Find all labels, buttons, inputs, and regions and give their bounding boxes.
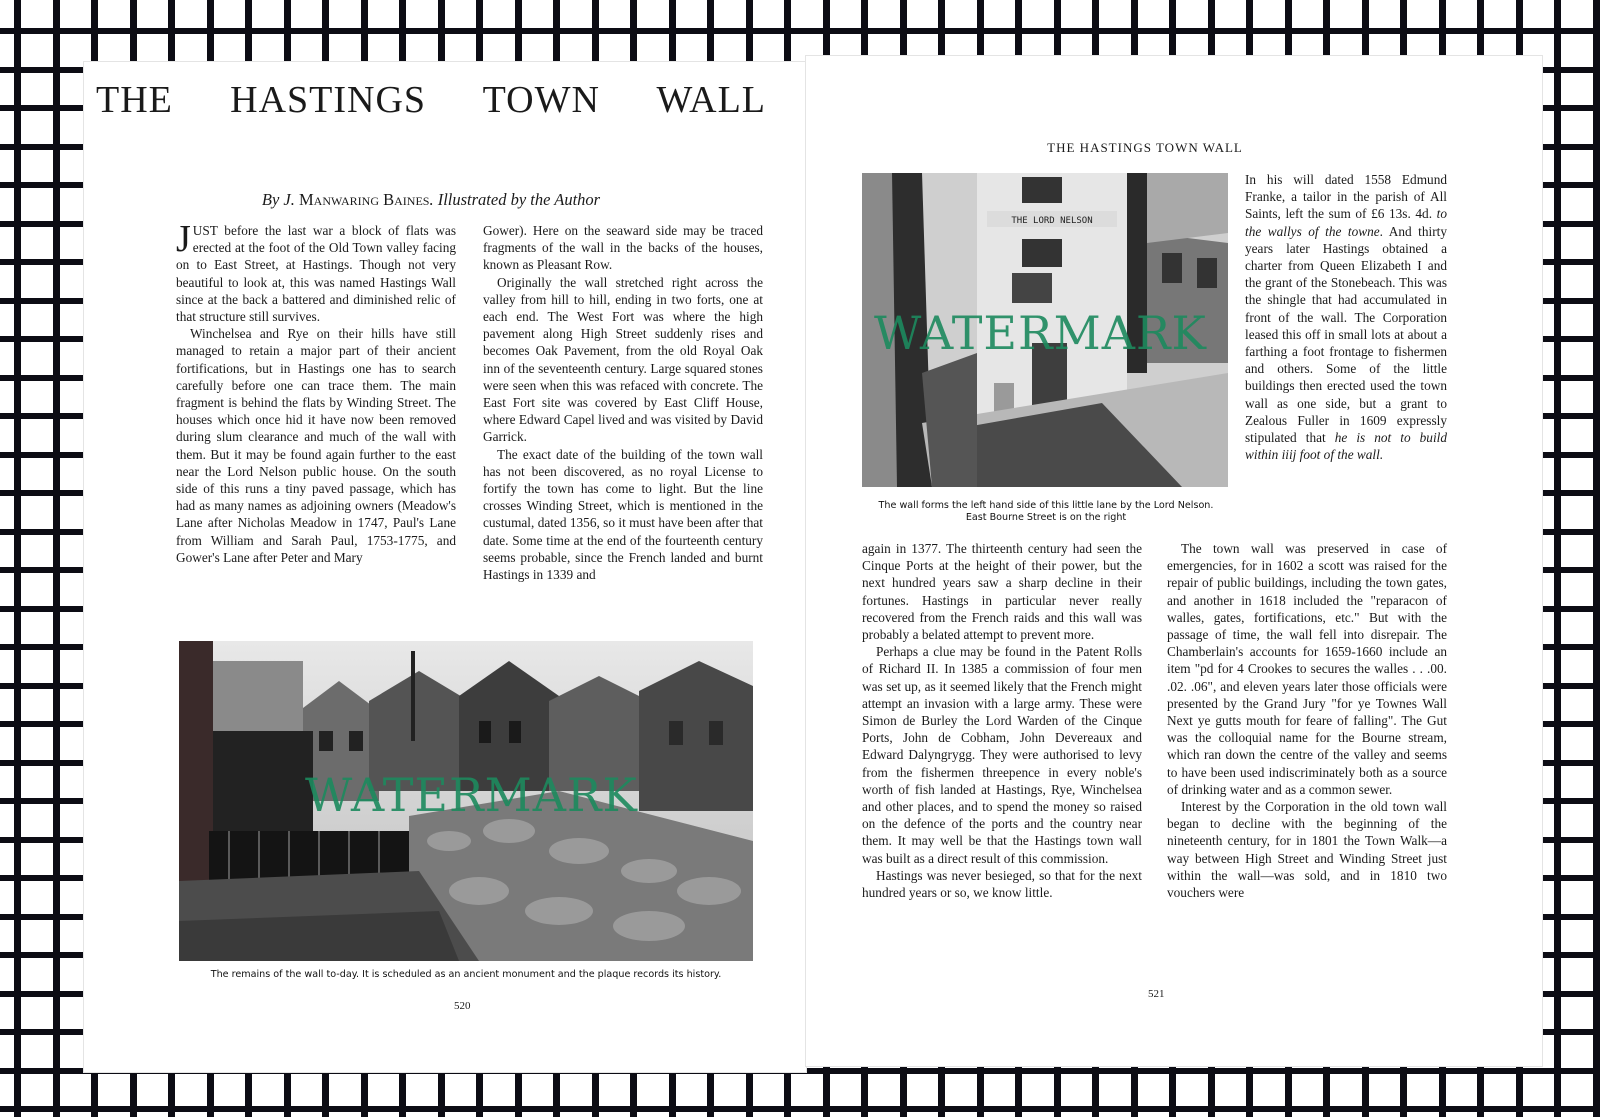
drop-cap: J bbox=[176, 218, 191, 260]
paragraph: Perhaps a clue may be found in the Patent Rolls of Richard II. In 1385 a commission of four men was set up, as it seemed likely that the French might attempt an invasion with a large army. These were Simon de Burley the Lord Warden of the Cinque Ports, John de Cobham, John Devereaux and Edward Dalyngrygg. They were authorised to levy from the fishermen threepence in every noble's worth of fish landed at Hastings, Rye, Winchelsea and other places, and to spend the money so raised on the defence of the ports and the country near them. It may well be that the Hastings town wall was built as a direct result of this commission. bbox=[862, 644, 1142, 866]
right-page-side-column bbox=[1245, 171, 1447, 463]
italic-quote: he is not to build within iiij foot of the wall. bbox=[1245, 430, 1447, 463]
left-page-column-1 bbox=[176, 218, 456, 566]
right-page-column-2 bbox=[1167, 540, 1447, 901]
grid-bar bbox=[0, 1106, 1600, 1112]
paragraph: Winchelsea and Rye on their hills have still managed to retain a major part of their ancient fortifications, but in Hastings one has to search carefully before one can trace them. The main fragment is behind the flats by Winding Street. The houses which once hid it have now been removed during slum clearance and much of the wall with them. But it may be found again further to the east near the Lord Nelson public house. On the south side of this runs a tiny paved passage, which has had as many names as adjoining owners (Meadow's Lane after Nicholas Meadow in 1747, Paul's Lane from William and Sarah Paul, 1753-1775, and Gower's Lane after Peter and Mary bbox=[176, 326, 456, 565]
pub-sign-text: THE LORD NELSON bbox=[1011, 216, 1093, 226]
grid-bar bbox=[1554, 0, 1561, 1117]
watermark-left: WATERMARK bbox=[305, 768, 638, 822]
byline bbox=[96, 190, 766, 210]
paragraph: Interest by the Corporation in the old town wall began to decline with the beginning of the nineteenth century, for in 1801 the Town Walk—a way between High Street and Winding Street just within the wall—was sold, and in 1810 two vouchers were bbox=[1167, 799, 1447, 901]
page-number-right: 521 bbox=[1148, 988, 1165, 1000]
paragraph: Hastings was never besieged, so that for the next hundred years or so, we know little. bbox=[862, 867, 1142, 901]
byline-author: Manwaring Baines bbox=[299, 190, 430, 209]
grid-bar bbox=[0, 28, 1600, 34]
paragraph-text: UST before the last war a block of flats was erected at the foot of the Old Town valley facing on to East Street, at Hastings. Though not very beautiful to look at, this was named Hastings Wall since at the back a battered and diminished relic of that structure still survives. bbox=[176, 223, 456, 325]
paragraph bbox=[1245, 171, 1447, 463]
byline-suffix: . Illustrated by the Author bbox=[429, 190, 601, 209]
paragraph bbox=[176, 218, 456, 325]
paragraph: The town wall was preserved in case of emergencies, for in 1602 a scott was raised for the repair of public buildings, including the town gates, and another in 1618 included the "reparacon of walles, gates, fortifications, etc." But with the passage of time, the wall fell into disrepair. The Chamberlain's accounts for 1659-1660 include an item "pd for 4 Crookes to secures the walles . . .00. .02. .06", and eleven years later those officials were presented by the Grand Jury "for ye Townes Wall Next ye gutts mouth for feare of falling". The Gut was the colloquial name for the Bourne stream, which ran down the centre of the valley and seems to have been used indiscriminately both as a source of drinking water and as a common sewer. bbox=[1167, 541, 1447, 797]
grid-bar bbox=[53, 0, 60, 1117]
paragraph: Gower). Here on the seaward side may be traced fragments of the wall in the backs of the houses, known as Pleasant Row. bbox=[483, 223, 763, 273]
grid-bar bbox=[14, 0, 21, 1117]
page-number-left: 520 bbox=[454, 1000, 471, 1012]
paragraph: Originally the wall stretched right across the valley from hill to hill, ending in two forts, one at each end. The West Fort was where the high pavement along High Street suddenly rises and becomes Oak Pavement, from the old Royal Oak inn of the seventeenth century. Large squared stones were seen when this was refaced with concrete. The East Fort site was covered by East Cliff House, where Edward Capel lived and was visited by David Garrick. bbox=[483, 274, 763, 445]
left-photo-caption: The remains of the wall to-day. It is scheduled as an ancient monument and the plaque records its history. bbox=[210, 969, 722, 980]
caption-line-1: The wall forms the left hand side of this little lane by the Lord Nelson. bbox=[878, 500, 1214, 511]
grid-bar bbox=[1593, 0, 1600, 1117]
paragraph: again in 1377. The thirteenth century had seen the Cinque Ports at the height of their power, but the next hundred years saw a sharp decline in their fortunes. Hastings in particular never really recovered from the French raids and this wall was probably a belated attempt to prevent more. bbox=[862, 541, 1142, 643]
right-page-column-1 bbox=[862, 540, 1142, 901]
running-head: THE HASTINGS TOWN WALL bbox=[1047, 140, 1243, 155]
right-photo-caption bbox=[858, 500, 1234, 524]
italic-quote: to the wallys of the towne bbox=[1245, 206, 1447, 239]
paragraph: The exact date of the building of the town wall has not been discovered, as no royal License to fortify the town has come to light. But the line crosses Winding Street, which is mentioned in the custumal, dated 1356, so it must have been after that date. Some time at the end of the fourteenth century seems probable, since the French landed and burnt Hastings in 1339 and bbox=[483, 446, 763, 583]
byline-prefix: By J. bbox=[261, 190, 299, 209]
text-run: . And thirty years later Hastings obtained a charter from Queen Elizabeth I and the grant of the Stonebeach. This was the shingle that had accumulated in front of the wall. The Corporation leased this off in small lots at about a farthing a foot frontage to fishermen and others. Some of the little buildings then erected used the town wall as one side, but a grant to Zealous Fuller in 1609 expressly stipulated that bbox=[1245, 223, 1447, 446]
text-run: In his will dated 1558 Edmund Franke, a tailor in the parish of All Saints, left the sum of £6 13s. 4d. bbox=[1245, 172, 1447, 222]
left-page-column-2 bbox=[483, 222, 763, 583]
caption-line-2: East Bourne Street is on the right bbox=[965, 512, 1127, 523]
article-title: THE HASTINGS TOWN WALL bbox=[96, 79, 766, 121]
watermark-right: WATERMARK bbox=[874, 306, 1207, 360]
